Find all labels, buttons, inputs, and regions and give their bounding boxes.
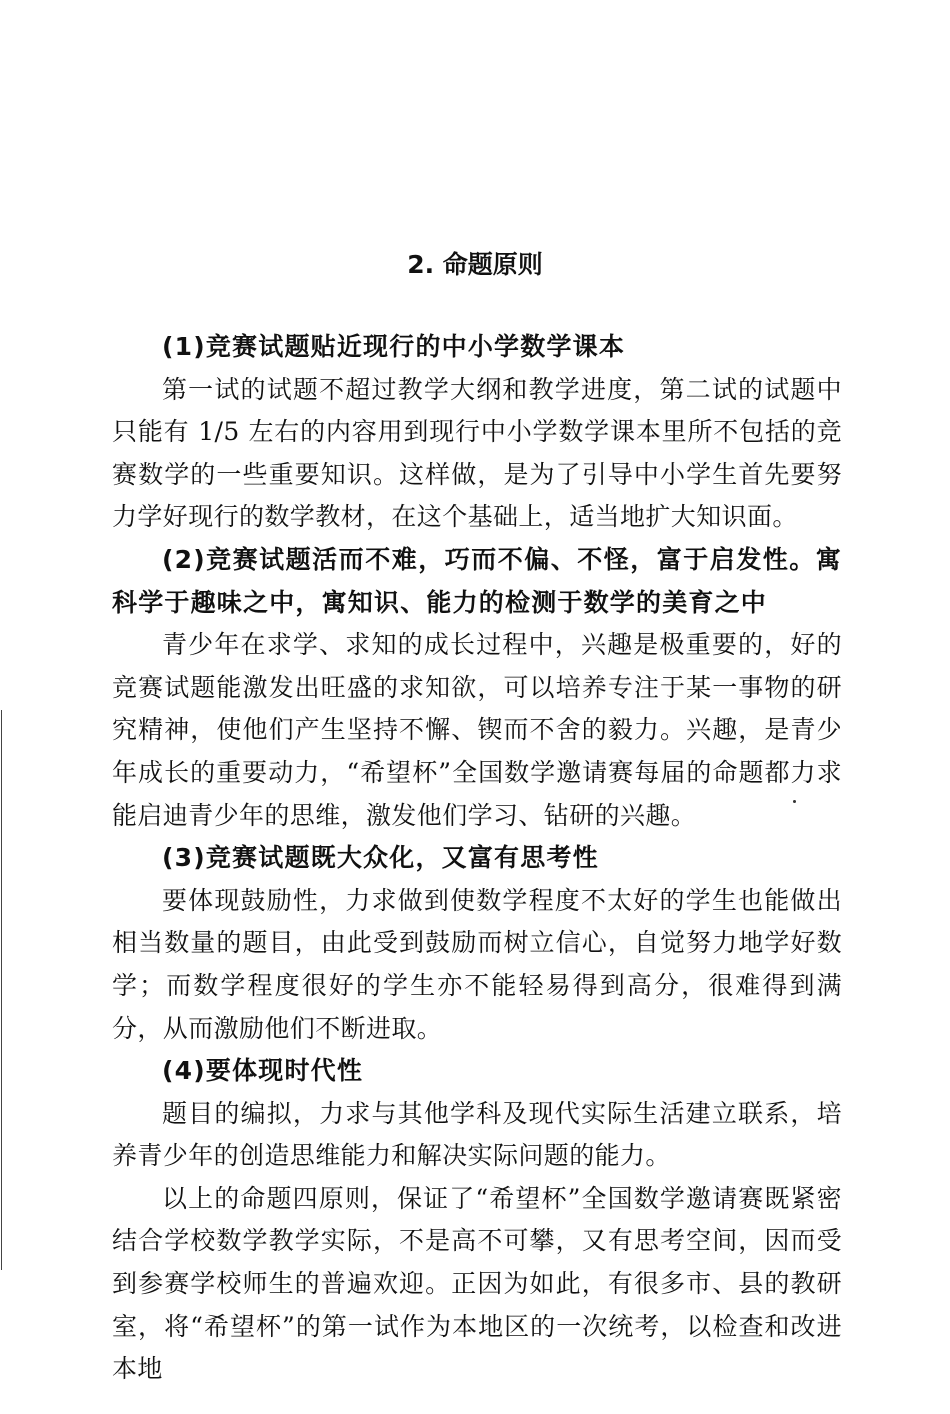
principle-1-paragraph: 第一试的试题不超过教学大纲和教学进度，第二试的试题中只能有 1/5 左右的内容用到现行中小学数学课本里所不包括的竞赛数学的一些重要知识。这样做，是为了引导中小学生首先要努力学好现行的数学教材，在这个基础上，适当地扩大知识面。 (112, 374, 842, 532)
principle-2-heading: (2)竞赛试题活而不难，巧而不偏、不怪，富于启发性。寓科学于趣味之中，寓知识、能力的检测于数学的美育之中 (112, 544, 842, 617)
principle-4-paragraph: 题目的编拟，力求与其他学科及现代实际生活建立联系，培养青少年的创造思维能力和解决实际问题的能力。 (112, 1098, 842, 1171)
principle-3-paragraph: 要体现鼓励性，力求做到使数学程度不太好的学生也能做出相当数量的题目，由此受到鼓励而树立信心，自觉努力地学好数学；而数学程度很好的学生亦不能轻易得到高分，很难得到满分，从而激励他们不断进取。 (112, 885, 842, 1043)
principle-1-heading: (1)竞赛试题贴近现行的中小学数学课本 (162, 332, 626, 361)
section-title: 2. 命题原则 (407, 250, 543, 279)
scan-margin-line (1, 710, 2, 1270)
page-body (112, 326, 842, 1391)
scan-speck (793, 800, 796, 803)
summary-paragraph: 以上的命题四原则，保证了“希望杯”全国数学邀请赛既紧密结合学校数学教学实际，不是高不可攀，又有思考空间，因而受到参赛学校师生的普遍欢迎。正因为如此，有很多市、县的教研室，将“希望杯”的第一试作为本地区的一次统考，以检查和改进本地 (112, 1183, 842, 1384)
principle-2-paragraph: 青少年在求学、求知的成长过程中，兴趣是极重要的，好的竞赛试题能激发出旺盛的求知欲，可以培养专注于某一事物的研究精神，使他们产生坚持不懈、锲而不舍的毅力。兴趣，是青少年成长的重要动力，“希望杯”全国数学邀请赛每届的命题都力求能启迪青少年的思维，激发他们学习、钻研的兴趣。 (112, 630, 842, 830)
principle-4-heading: (4)要体现时代性 (162, 1056, 364, 1086)
principle-3-heading: (3)竞赛试题既大众化，又富有思考性 (162, 843, 599, 873)
